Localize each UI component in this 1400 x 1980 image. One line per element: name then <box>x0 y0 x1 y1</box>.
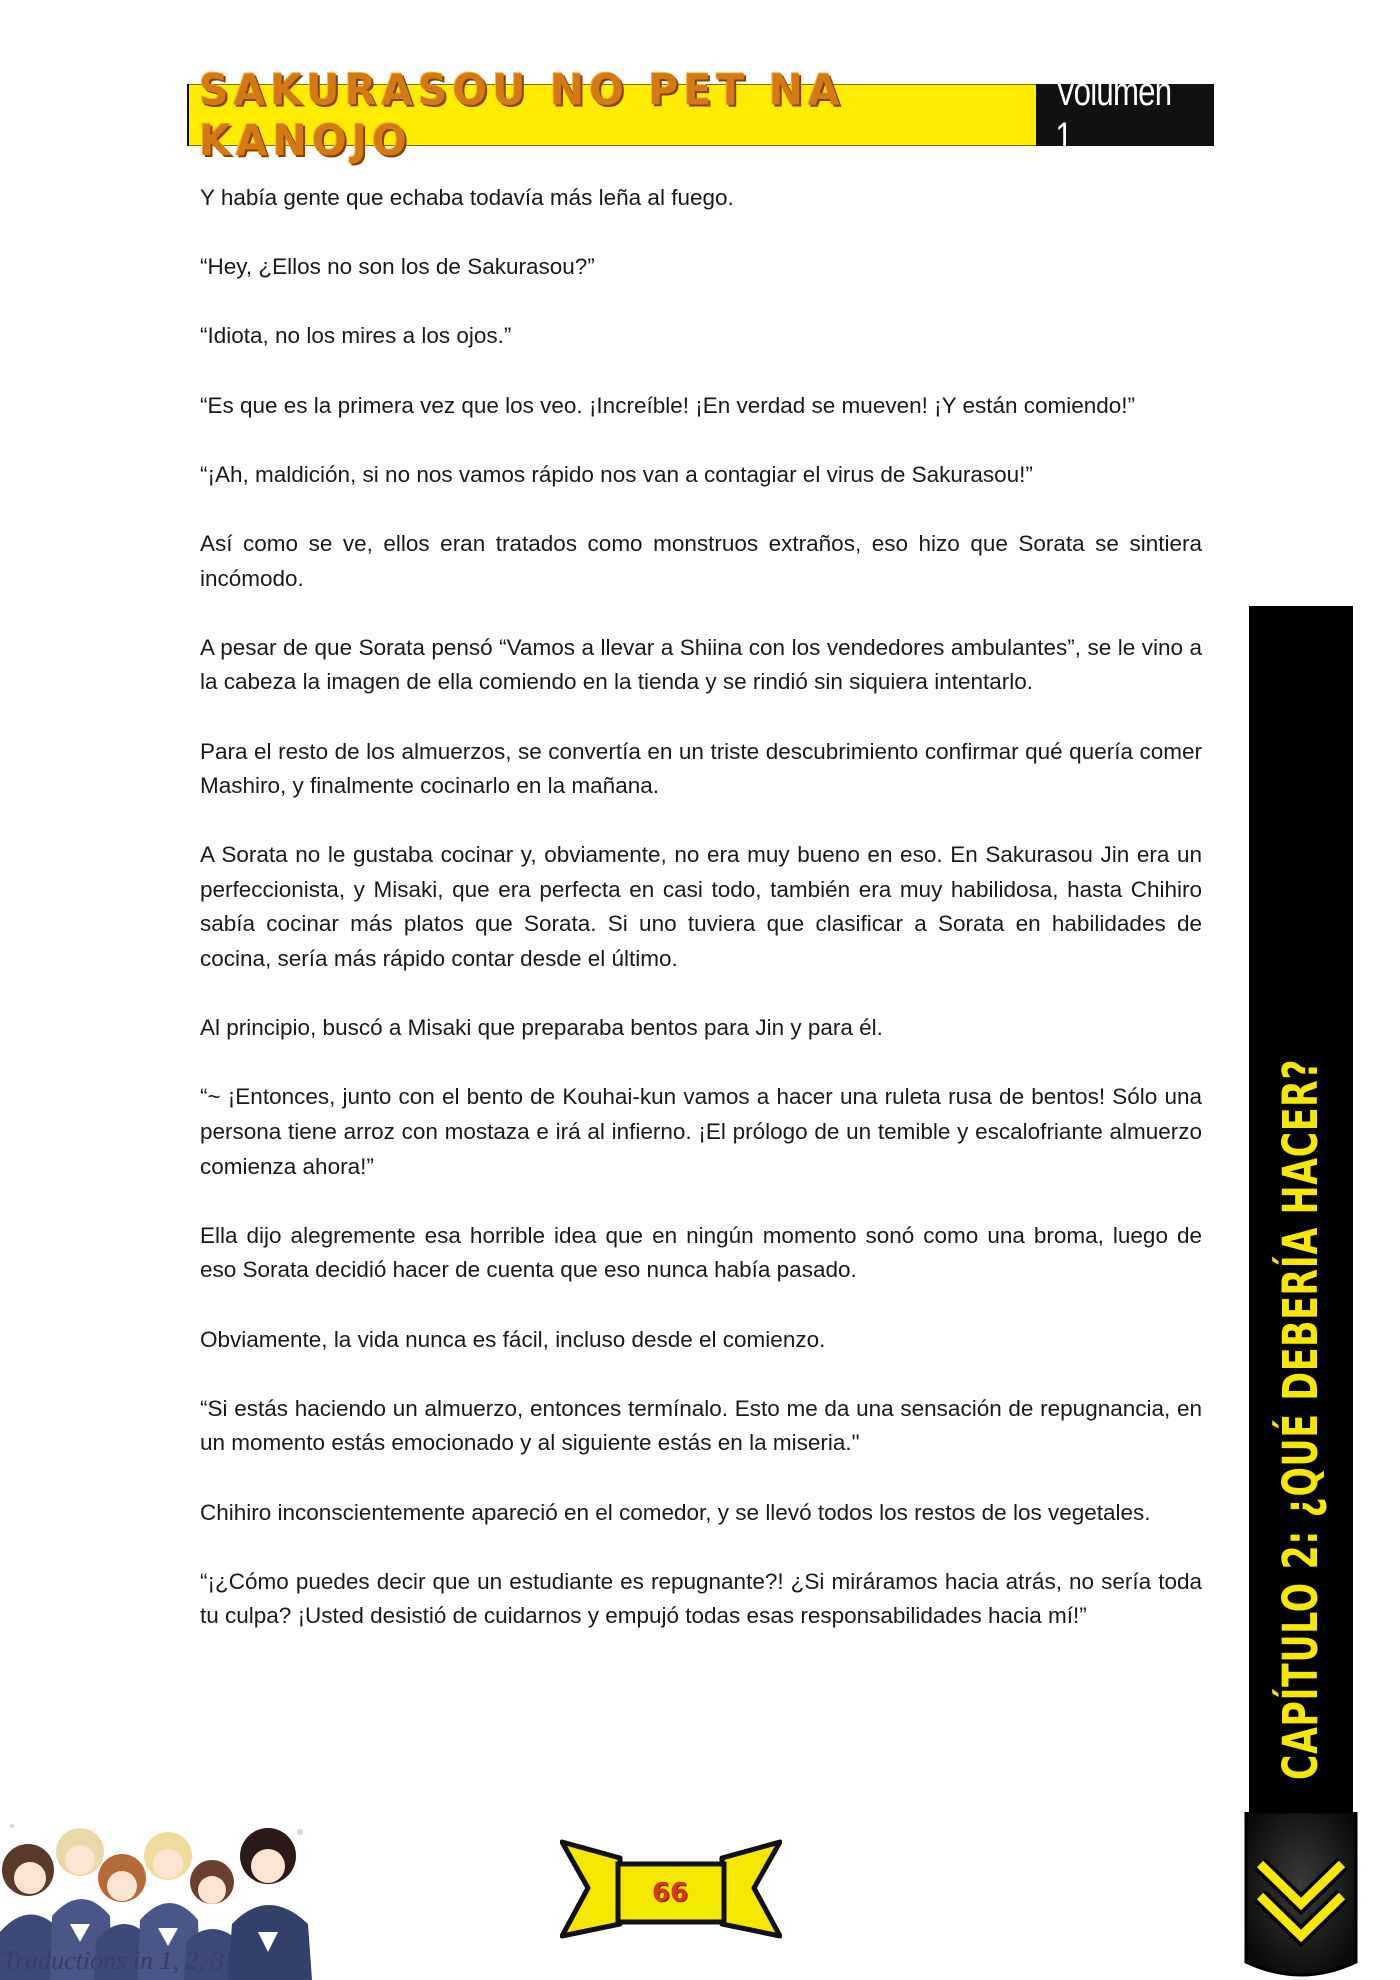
paragraph: Y había gente que echaba todavía más leña al fuego. <box>200 185 734 210</box>
page-body <box>200 181 1202 1669</box>
paragraph: Así como se ve, ellos eran tratados como monstruos extraños, eso hizo que Sorata se sintiera incómodo. <box>200 530 1202 591</box>
paragraph: Al principio, buscó a Misaki que preparaba bentos para Jin y para él. <box>200 1015 883 1041</box>
volume-label <box>1036 70 1212 159</box>
paragraph: “Hey, ¿Ellos no son los de Sakurasou?” <box>200 254 595 280</box>
paragraph: Ella dijo alegremente esa horrible idea que en ningún momento sonó como una broma, luego de eso Sorata decidió hacer de cuenta que eso nunca había pasado. <box>200 1222 1202 1283</box>
paragraph: “Es que es la primera vez que los veo. ¡Increíble! ¡En verdad se mueven! ¡Y están comiendo!” <box>200 392 1136 418</box>
volume-text: Volumen 1 <box>1055 70 1172 159</box>
paragraph: A pesar de que Sorata pensó “Vamos a llevar a Shiina con los vendedores ambulantes”, se le vino a la cabeza la imagen de ella comiendo en la tienda y se rindió sin siquiera intentarlo. <box>200 634 1202 695</box>
paragraph: “~ ¡Entonces, junto con el bento de Kouhai-kun vamos a hacer una ruleta rusa de bentos! Sólo una persona tiene arroz con mostaza e irá al infierno. ¡El prólogo de un temible y escalofriante almuerzo comienza ahora!” <box>200 1084 1202 1179</box>
chapter-title <box>1253 1058 1349 1780</box>
paragraph: “¡¿Cómo puedes decir que un estudiante es repugnante?! ¿Si miráramos hacia atrás, no sería toda tu culpa? ¡Usted desistió de cuidarnos y empujó todas esas responsabilidades hacia mí!” <box>200 1568 1202 1629</box>
chapter-title-text: CAPÍTULO 2: ¿QUÉ DEBERÍA HACER? <box>1273 1058 1329 1780</box>
paragraph: “Si estás haciendo un almuerzo, entonces termínalo. Esto me da una sensación de repugnancia, en un momento estás emocionado y al siguiente estás en la miseria." <box>200 1395 1202 1456</box>
series-title: SAKURASOU NO PET NA KANOJO <box>189 85 1036 146</box>
chevron-down-icon <box>1238 1812 1364 1980</box>
paragraph: “¡Ah, maldición, si no nos vamos rápido nos van a contagiar el virus de Sakurasou!” <box>200 461 1033 487</box>
paragraph: Chihiro inconscientemente apareció en el comedor, y se llevó todos los restos de los vegetales. <box>200 1499 1151 1525</box>
header-banner <box>187 64 1214 166</box>
credits-text: Traductions in 1, 2, 3! <box>2 1946 234 1975</box>
paragraph: A Sorata no le gustaba cocinar y, obviamente, no era muy bueno en eso. En Sakurasou Jin era un perfeccionista, y Misaki, que era perfecta en casi todo, también era muy habilidosa, hasta Chihiro sabía cocinar más platos que Sorata. Si uno tuviera que clasificar a Sorata en habilidades de cocina, sería más rápido contar desde el último. <box>200 842 1202 972</box>
paragraph: Para el resto de los almuerzos, se convertía en un triste descubrimiento confirmar qué quería comer Mashiro, y finalmente cocinarlo en la mañana. <box>200 738 1202 799</box>
page-number: 66 <box>651 1878 689 1908</box>
paragraph: Obviamente, la vida nunca es fácil, incluso desde el comienzo. <box>200 1326 826 1352</box>
paragraph: “Idiota, no los mires a los ojos.” <box>200 323 512 349</box>
